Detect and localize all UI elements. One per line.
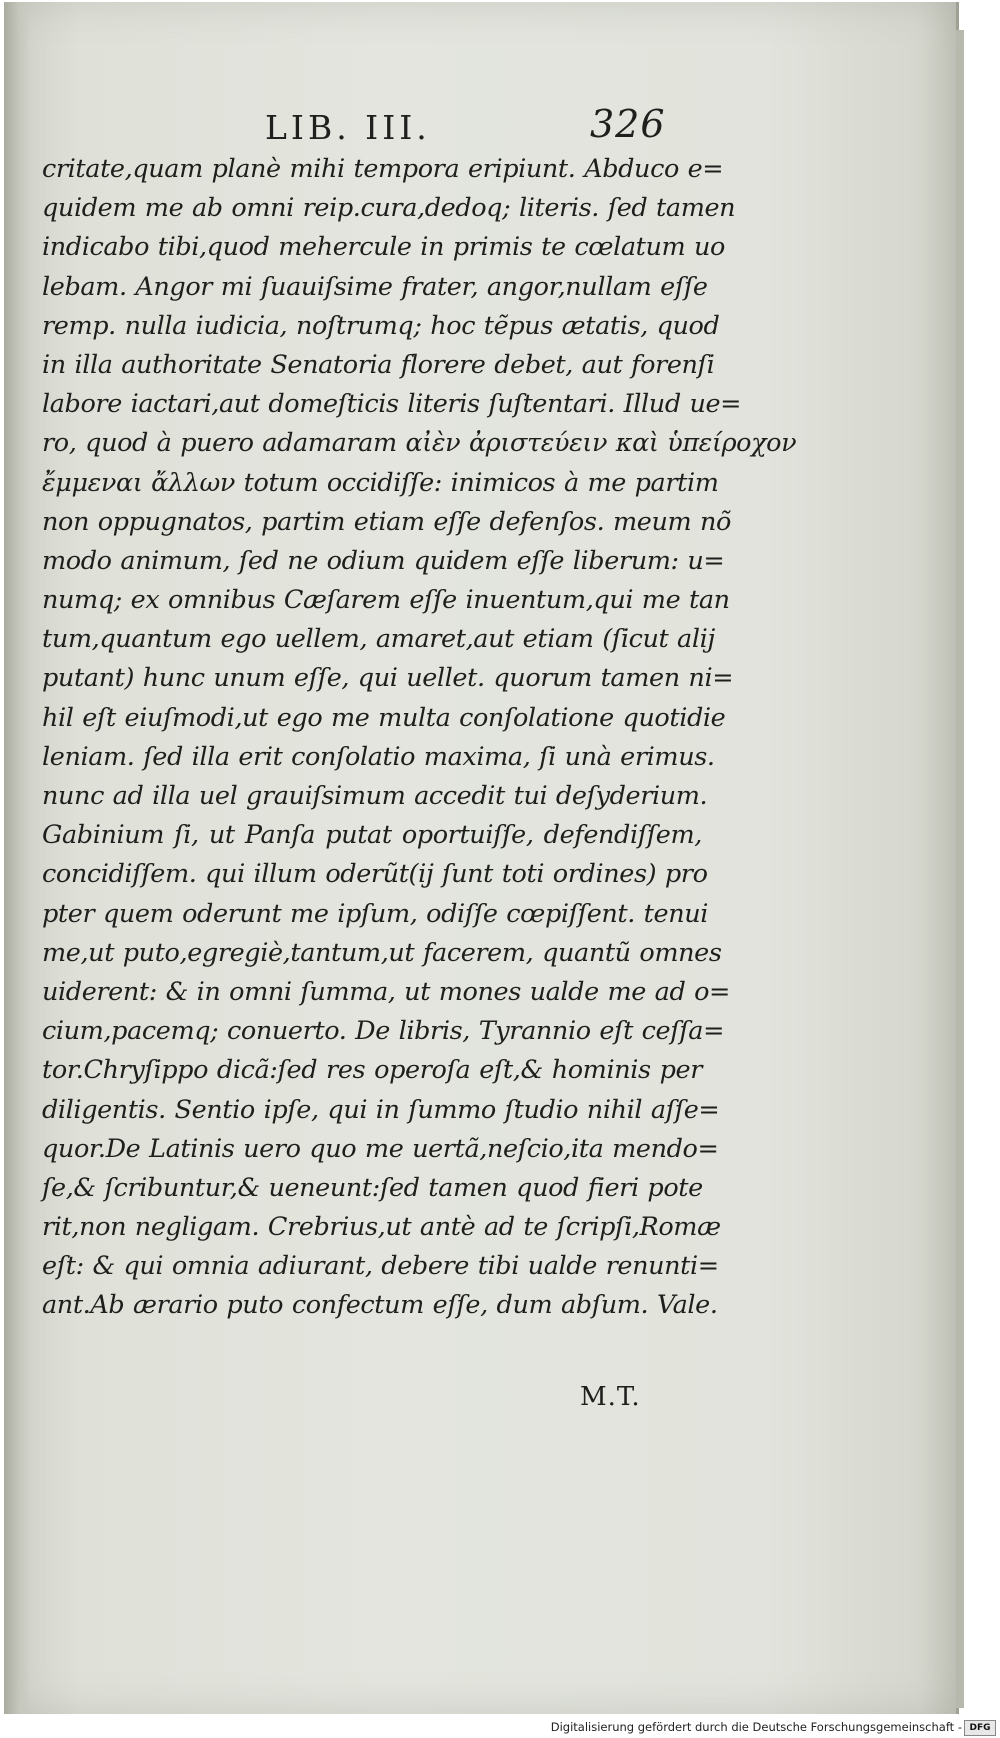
text-line: diligentis. Sentio ipſe, qui in ſummo ſtudio nihil aſſe= (42, 1094, 720, 1125)
text-line: labore iactari,aut domeſticis literis ſuſtentari. Illud ue= (42, 389, 742, 420)
text-line: tor.Chryſippo dicã:ſed res operoſa eſt,& hominis per (42, 1055, 702, 1086)
body-text (42, 150, 797, 1326)
text-line: in illa authoritate Senatoria florere debet, aut forenſi (42, 349, 715, 380)
text-line: nunc ad illa uel grauiſsimum accedit tui deſyderium. (42, 781, 708, 811)
text-line: quidem me ab omni reip.cura,dedoq; literis. ſed tamen (42, 193, 736, 224)
text-line: tum,quantum ego uellem, amaret,aut etiam (ſicut alij (42, 624, 715, 655)
text-line: critate,quam planè mihi tempora eripiunt. Abduco e= (42, 154, 724, 184)
signature-initials: M.T. (580, 1382, 641, 1412)
book-label: LIB. III. (265, 108, 431, 147)
text-line: putant) hunc unum eſſe, qui uellet. quorum tamen ni= (42, 663, 734, 694)
text-line: cium,pacemq; conuerto. De libris, Tyrannio eſt ceſſa= (42, 1016, 725, 1047)
text-line: ro, quod à puero adamaram αἰὲν ἀριστεύειν καὶ ὑπείροχον (42, 428, 797, 459)
text-line: quor.De Latinis uero quo me uertã,neſcio,ita mendo= (42, 1133, 719, 1164)
text-line: ant.Ab ærario puto confectum eſſe, dum abſum. Vale. (42, 1290, 718, 1321)
footer-bar (0, 1718, 1000, 1738)
text-line: eſt: & qui omnia adiurant, debere tibi ualde renunti= (42, 1251, 719, 1282)
text-line: lebam. Angor mi ſuauiſsime frater, angor,nullam eſſe (42, 271, 708, 302)
text-line: numq; ex omnibus Cæſarem eſſe inuentum,qui me tan (42, 585, 730, 616)
text-line: pter quem oderunt me ipſum, odiſſe cœpiſſent. tenui (42, 898, 709, 929)
page-fore-edge (956, 30, 964, 1708)
text-line: concidiſſem. qui illum oderũt(ij ſunt toti ordines) pro (42, 859, 708, 890)
text-line: modo animum, ſed ne odium quidem eſſe liberum: u= (42, 545, 725, 576)
text-line: me,ut puto,egregiè,tantum,ut facerem, quantũ omnes (42, 937, 722, 968)
text-line: leniam. ſed illa erit conſolatio maxima, ſi unà erimus. (42, 741, 715, 772)
text-line: hil eſt eiuſmodi,ut ego me multa conſolatione quotidie (42, 702, 726, 733)
text-line: indicabo tibi,quod mehercule in primis te cœlatum uo (42, 232, 725, 263)
text-line: remp. nulla iudicia, noſtrumq; hoc tẽpus ætatis, quod (42, 310, 720, 341)
dfg-logo-icon: DFG (964, 1720, 996, 1736)
text-line: non oppugnatos, partim etiam eſſe defenſos. meum nõ (42, 506, 731, 537)
running-head (0, 102, 1000, 152)
text-line: ſe,& ſcribuntur,& ueneunt:ſed tamen quod fieri pote (42, 1172, 703, 1203)
text-line: uiderent: & in omni ſumma, ut mones ualde me ad o= (42, 976, 731, 1007)
text-line: ἔμμεναι ἄλλων totum occidiſſe: inimicos à me partim (42, 467, 719, 498)
text-line: rit,non negligam. Crebrius,ut antè ad te ſcripſi,Romæ (42, 1212, 721, 1243)
digitization-credit: Digitalisierung gefördert durch die Deutsche Forschungsgemeinschaft - (550, 1720, 962, 1734)
text-line: Gabinium ſi, ut Panſa putat oportuiſſe, defendiſſem, (42, 820, 702, 851)
folio-number: 326 (590, 102, 666, 146)
